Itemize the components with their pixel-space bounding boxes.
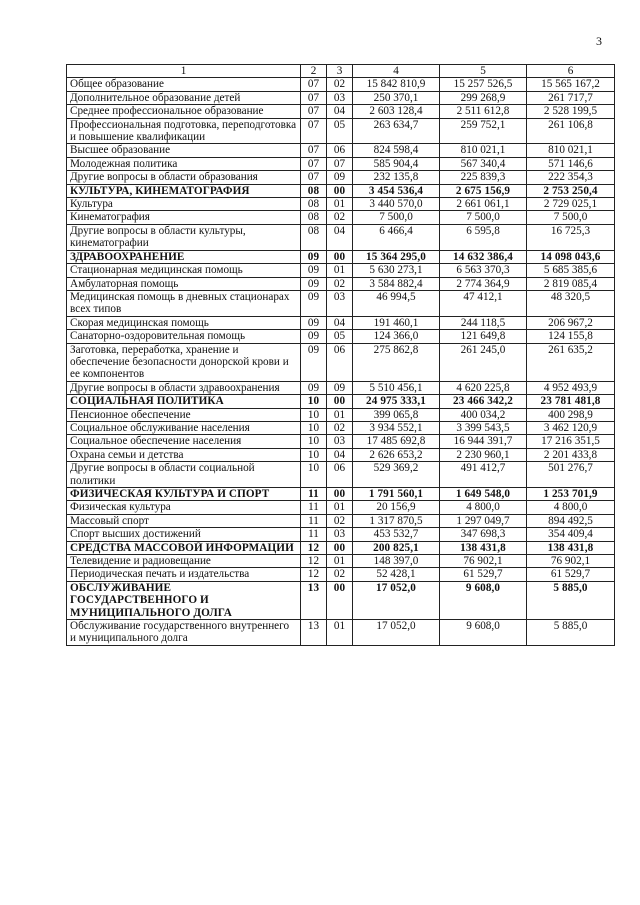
row-value-col6: 261 106,8 <box>527 118 615 144</box>
table-row <box>67 250 615 263</box>
row-name: Кинематография <box>67 211 301 224</box>
row-value-col6: 2 528 199,5 <box>527 105 615 118</box>
row-value-col6: 354 409,4 <box>527 528 615 541</box>
row-value-col5: 225 839,3 <box>440 171 527 184</box>
row-value-col5: 9 608,0 <box>440 581 527 619</box>
row-value-col6: 76 902,1 <box>527 555 615 568</box>
row-subsection-code: 02 <box>327 421 353 434</box>
row-subsection-code: 00 <box>327 184 353 197</box>
row-subsection-code: 05 <box>327 118 353 144</box>
row-name: Общее образование <box>67 78 301 91</box>
table-row <box>67 501 615 514</box>
row-subsection-code: 09 <box>327 381 353 394</box>
row-value-col6: 2 729 025,1 <box>527 198 615 211</box>
row-value-col5: 76 902,1 <box>440 555 527 568</box>
row-name: Высшее образование <box>67 144 301 157</box>
row-value-col4: 529 369,2 <box>353 462 440 488</box>
row-section-code: 09 <box>301 330 327 343</box>
row-value-col6: 5 885,0 <box>527 620 615 646</box>
row-name: Молодежная политика <box>67 157 301 170</box>
row-value-col6: 15 565 167,2 <box>527 78 615 91</box>
row-subsection-code: 06 <box>327 343 353 381</box>
row-value-col4: 15 364 295,0 <box>353 250 440 263</box>
row-name: ОБСЛУЖИВАНИЕ ГОСУДАРСТВЕННОГО И МУНИЦИПАЛЬНОГО ДОЛГА <box>67 581 301 619</box>
row-value-col4: 399 065,8 <box>353 408 440 421</box>
row-section-code: 08 <box>301 198 327 211</box>
table-row <box>67 343 615 381</box>
row-section-code: 11 <box>301 514 327 527</box>
row-section-code: 12 <box>301 555 327 568</box>
row-subsection-code: 04 <box>327 448 353 461</box>
row-subsection-code: 04 <box>327 224 353 250</box>
row-value-col6: 222 354,3 <box>527 171 615 184</box>
table-row <box>67 435 615 448</box>
row-value-col6: 23 781 481,8 <box>527 395 615 408</box>
row-subsection-code: 01 <box>327 264 353 277</box>
row-value-col4: 453 532,7 <box>353 528 440 541</box>
row-name: Культура <box>67 198 301 211</box>
row-value-col6: 124 155,8 <box>527 330 615 343</box>
row-name: Среднее профессиональное образование <box>67 105 301 118</box>
row-value-col5: 138 431,8 <box>440 541 527 554</box>
row-value-col4: 3 934 552,1 <box>353 421 440 434</box>
row-value-col4: 5 510 456,1 <box>353 381 440 394</box>
row-value-col6: 2 753 250,4 <box>527 184 615 197</box>
table-header-row <box>67 65 615 78</box>
row-subsection-code: 03 <box>327 91 353 104</box>
row-section-code: 10 <box>301 408 327 421</box>
row-subsection-code: 01 <box>327 620 353 646</box>
row-section-code: 08 <box>301 184 327 197</box>
row-subsection-code: 09 <box>327 171 353 184</box>
row-value-col6: 3 462 120,9 <box>527 421 615 434</box>
row-name: Профессиональная подготовка, переподготовка и повышение квалификации <box>67 118 301 144</box>
row-value-col5: 4 800,0 <box>440 501 527 514</box>
row-value-col6: 400 298,9 <box>527 408 615 421</box>
row-value-col6: 894 492,5 <box>527 514 615 527</box>
row-value-col6: 48 320,5 <box>527 290 615 316</box>
row-name: Заготовка, переработка, хранение и обеспечение безопасности донорской крови и ее компонентов <box>67 343 301 381</box>
row-name: Медицинская помощь в дневных стационарах всех типов <box>67 290 301 316</box>
row-name: Периодическая печать и издательства <box>67 568 301 581</box>
row-subsection-code: 06 <box>327 462 353 488</box>
row-value-col6: 138 431,8 <box>527 541 615 554</box>
row-value-col5: 47 412,1 <box>440 290 527 316</box>
row-value-col4: 148 397,0 <box>353 555 440 568</box>
row-section-code: 11 <box>301 501 327 514</box>
page-number: 3 <box>596 34 602 48</box>
row-value-col5: 567 340,4 <box>440 157 527 170</box>
row-name: Телевидение и радиовещание <box>67 555 301 568</box>
row-section-code: 13 <box>301 581 327 619</box>
row-name: СРЕДСТВА МАССОВОЙ ИНФОРМАЦИИ <box>67 541 301 554</box>
row-value-col4: 191 460,1 <box>353 316 440 329</box>
row-subsection-code: 00 <box>327 488 353 501</box>
row-section-code: 12 <box>301 541 327 554</box>
row-section-code: 13 <box>301 620 327 646</box>
table-row <box>67 581 615 619</box>
row-name: Другие вопросы в области здравоохранения <box>67 381 301 394</box>
row-value-col5: 23 466 342,2 <box>440 395 527 408</box>
table-row <box>67 144 615 157</box>
table-row <box>67 381 615 394</box>
row-section-code: 07 <box>301 157 327 170</box>
row-value-col4: 824 598,4 <box>353 144 440 157</box>
row-value-col4: 17 052,0 <box>353 581 440 619</box>
row-name: Другие вопросы в области социальной политики <box>67 462 301 488</box>
row-value-col4: 52 428,1 <box>353 568 440 581</box>
row-value-col6: 1 253 701,9 <box>527 488 615 501</box>
row-subsection-code: 01 <box>327 198 353 211</box>
row-subsection-code: 04 <box>327 316 353 329</box>
table-row <box>67 277 615 290</box>
row-section-code: 07 <box>301 171 327 184</box>
row-value-col6: 4 952 493,9 <box>527 381 615 394</box>
row-value-col6: 810 021,1 <box>527 144 615 157</box>
row-section-code: 07 <box>301 78 327 91</box>
column-header: 3 <box>327 65 353 78</box>
row-value-col6: 16 725,3 <box>527 224 615 250</box>
row-section-code: 09 <box>301 290 327 316</box>
table-row <box>67 198 615 211</box>
row-subsection-code: 00 <box>327 395 353 408</box>
row-name: Амбулаторная помощь <box>67 277 301 290</box>
column-header: 2 <box>301 65 327 78</box>
row-name: СОЦИАЛЬНАЯ ПОЛИТИКА <box>67 395 301 408</box>
table-row <box>67 224 615 250</box>
budget-table-body <box>67 65 615 646</box>
row-value-col5: 2 230 960,1 <box>440 448 527 461</box>
table-row <box>67 211 615 224</box>
budget-table <box>66 64 615 646</box>
table-row <box>67 290 615 316</box>
row-value-col4: 124 366,0 <box>353 330 440 343</box>
row-section-code: 09 <box>301 381 327 394</box>
row-name: Другие вопросы в области культуры, кинематографии <box>67 224 301 250</box>
row-name: Другие вопросы в области образования <box>67 171 301 184</box>
row-subsection-code: 02 <box>327 568 353 581</box>
row-section-code: 08 <box>301 211 327 224</box>
row-value-col4: 585 904,4 <box>353 157 440 170</box>
row-subsection-code: 03 <box>327 435 353 448</box>
table-row <box>67 408 615 421</box>
table-row <box>67 421 615 434</box>
row-section-code: 09 <box>301 277 327 290</box>
row-name: Массовый спорт <box>67 514 301 527</box>
row-value-col6: 2 819 085,4 <box>527 277 615 290</box>
column-header: 5 <box>440 65 527 78</box>
table-row <box>67 528 615 541</box>
row-value-col5: 2 511 612,8 <box>440 105 527 118</box>
row-value-col5: 491 412,7 <box>440 462 527 488</box>
row-section-code: 11 <box>301 528 327 541</box>
row-value-col5: 6 563 370,3 <box>440 264 527 277</box>
column-header: 4 <box>353 65 440 78</box>
table-row <box>67 264 615 277</box>
table-row <box>67 395 615 408</box>
table-row <box>67 78 615 91</box>
row-value-col5: 810 021,1 <box>440 144 527 157</box>
row-section-code: 07 <box>301 91 327 104</box>
row-section-code: 07 <box>301 105 327 118</box>
table-row <box>67 462 615 488</box>
row-subsection-code: 05 <box>327 330 353 343</box>
row-value-col5: 2 774 364,9 <box>440 277 527 290</box>
table-row <box>67 157 615 170</box>
row-section-code: 10 <box>301 448 327 461</box>
table-row <box>67 568 615 581</box>
row-value-col6: 5 685 385,6 <box>527 264 615 277</box>
row-value-col4: 15 842 810,9 <box>353 78 440 91</box>
row-value-col4: 2 626 653,2 <box>353 448 440 461</box>
column-header: 6 <box>527 65 615 78</box>
row-value-col6: 61 529,7 <box>527 568 615 581</box>
column-header: 1 <box>67 65 301 78</box>
row-value-col4: 20 156,9 <box>353 501 440 514</box>
row-name: Социальное обеспечение населения <box>67 435 301 448</box>
row-section-code: 09 <box>301 343 327 381</box>
row-name: Стационарная медицинская помощь <box>67 264 301 277</box>
row-value-col5: 2 675 156,9 <box>440 184 527 197</box>
table-row <box>67 541 615 554</box>
row-name: ФИЗИЧЕСКАЯ КУЛЬТУРА И СПОРТ <box>67 488 301 501</box>
row-name: Спорт высших достижений <box>67 528 301 541</box>
table-row <box>67 316 615 329</box>
row-name: Физическая культура <box>67 501 301 514</box>
row-value-col5: 1 649 548,0 <box>440 488 527 501</box>
row-value-col5: 14 632 386,4 <box>440 250 527 263</box>
row-section-code: 09 <box>301 264 327 277</box>
row-value-col4: 3 440 570,0 <box>353 198 440 211</box>
row-subsection-code: 00 <box>327 250 353 263</box>
row-name: Пенсионное обеспечение <box>67 408 301 421</box>
row-value-col6: 17 216 351,5 <box>527 435 615 448</box>
row-value-col4: 2 603 128,4 <box>353 105 440 118</box>
row-value-col5: 9 608,0 <box>440 620 527 646</box>
row-value-col4: 200 825,1 <box>353 541 440 554</box>
row-subsection-code: 06 <box>327 144 353 157</box>
row-value-col4: 3 454 536,4 <box>353 184 440 197</box>
row-section-code: 10 <box>301 435 327 448</box>
row-subsection-code: 03 <box>327 290 353 316</box>
row-subsection-code: 01 <box>327 501 353 514</box>
row-subsection-code: 04 <box>327 105 353 118</box>
table-row <box>67 448 615 461</box>
row-subsection-code: 02 <box>327 78 353 91</box>
table-row <box>67 171 615 184</box>
row-section-code: 10 <box>301 421 327 434</box>
row-subsection-code: 07 <box>327 157 353 170</box>
row-value-col5: 61 529,7 <box>440 568 527 581</box>
row-value-col6: 4 800,0 <box>527 501 615 514</box>
row-name: Обслуживание государственного внутреннего и муниципального долга <box>67 620 301 646</box>
table-row <box>67 514 615 527</box>
row-subsection-code: 02 <box>327 211 353 224</box>
row-value-col4: 250 370,1 <box>353 91 440 104</box>
table-row <box>67 330 615 343</box>
row-value-col5: 347 698,3 <box>440 528 527 541</box>
row-value-col6: 261 717,7 <box>527 91 615 104</box>
row-value-col6: 14 098 043,6 <box>527 250 615 263</box>
row-value-col5: 6 595,8 <box>440 224 527 250</box>
row-value-col5: 259 752,1 <box>440 118 527 144</box>
row-subsection-code: 01 <box>327 555 353 568</box>
row-section-code: 09 <box>301 316 327 329</box>
row-value-col5: 261 245,0 <box>440 343 527 381</box>
row-value-col4: 46 994,5 <box>353 290 440 316</box>
row-value-col5: 7 500,0 <box>440 211 527 224</box>
row-value-col4: 6 466,4 <box>353 224 440 250</box>
row-value-col4: 7 500,0 <box>353 211 440 224</box>
row-value-col6: 7 500,0 <box>527 211 615 224</box>
row-value-col6: 571 146,6 <box>527 157 615 170</box>
row-value-col4: 3 584 882,4 <box>353 277 440 290</box>
row-value-col4: 24 975 333,1 <box>353 395 440 408</box>
row-value-col5: 1 297 049,7 <box>440 514 527 527</box>
row-section-code: 07 <box>301 118 327 144</box>
row-value-col6: 5 885,0 <box>527 581 615 619</box>
row-value-col4: 263 634,7 <box>353 118 440 144</box>
row-subsection-code: 01 <box>327 408 353 421</box>
row-section-code: 12 <box>301 568 327 581</box>
table-row <box>67 555 615 568</box>
row-section-code: 11 <box>301 488 327 501</box>
row-value-col6: 2 201 433,8 <box>527 448 615 461</box>
table-row <box>67 105 615 118</box>
row-value-col4: 17 485 692,8 <box>353 435 440 448</box>
row-value-col5: 16 944 391,7 <box>440 435 527 448</box>
row-section-code: 10 <box>301 395 327 408</box>
row-subsection-code: 00 <box>327 541 353 554</box>
row-subsection-code: 03 <box>327 528 353 541</box>
row-name: КУЛЬТУРА, КИНЕМАТОГРАФИЯ <box>67 184 301 197</box>
table-row <box>67 118 615 144</box>
row-section-code: 07 <box>301 144 327 157</box>
row-value-col6: 206 967,2 <box>527 316 615 329</box>
row-subsection-code: 00 <box>327 581 353 619</box>
row-name: Санаторно-оздоровительная помощь <box>67 330 301 343</box>
row-subsection-code: 02 <box>327 514 353 527</box>
row-name: Дополнительное образование детей <box>67 91 301 104</box>
row-value-col5: 15 257 526,5 <box>440 78 527 91</box>
row-section-code: 09 <box>301 250 327 263</box>
row-value-col5: 244 118,5 <box>440 316 527 329</box>
row-value-col5: 4 620 225,8 <box>440 381 527 394</box>
row-value-col4: 1 791 560,1 <box>353 488 440 501</box>
row-value-col4: 5 630 273,1 <box>353 264 440 277</box>
table-row <box>67 488 615 501</box>
row-name: Охрана семьи и детства <box>67 448 301 461</box>
row-section-code: 08 <box>301 224 327 250</box>
row-name: Социальное обслуживание населения <box>67 421 301 434</box>
row-value-col4: 1 317 870,5 <box>353 514 440 527</box>
row-section-code: 10 <box>301 462 327 488</box>
row-value-col4: 275 862,8 <box>353 343 440 381</box>
row-subsection-code: 02 <box>327 277 353 290</box>
row-value-col4: 232 135,8 <box>353 171 440 184</box>
row-value-col5: 2 661 061,1 <box>440 198 527 211</box>
table-row <box>67 620 615 646</box>
row-value-col6: 261 635,2 <box>527 343 615 381</box>
row-value-col5: 121 649,8 <box>440 330 527 343</box>
row-value-col4: 17 052,0 <box>353 620 440 646</box>
table-row <box>67 91 615 104</box>
row-name: Скорая медицинская помощь <box>67 316 301 329</box>
row-value-col5: 299 268,9 <box>440 91 527 104</box>
row-value-col6: 501 276,7 <box>527 462 615 488</box>
row-value-col5: 3 399 543,5 <box>440 421 527 434</box>
table-row <box>67 184 615 197</box>
row-value-col5: 400 034,2 <box>440 408 527 421</box>
row-name: ЗДРАВООХРАНЕНИЕ <box>67 250 301 263</box>
